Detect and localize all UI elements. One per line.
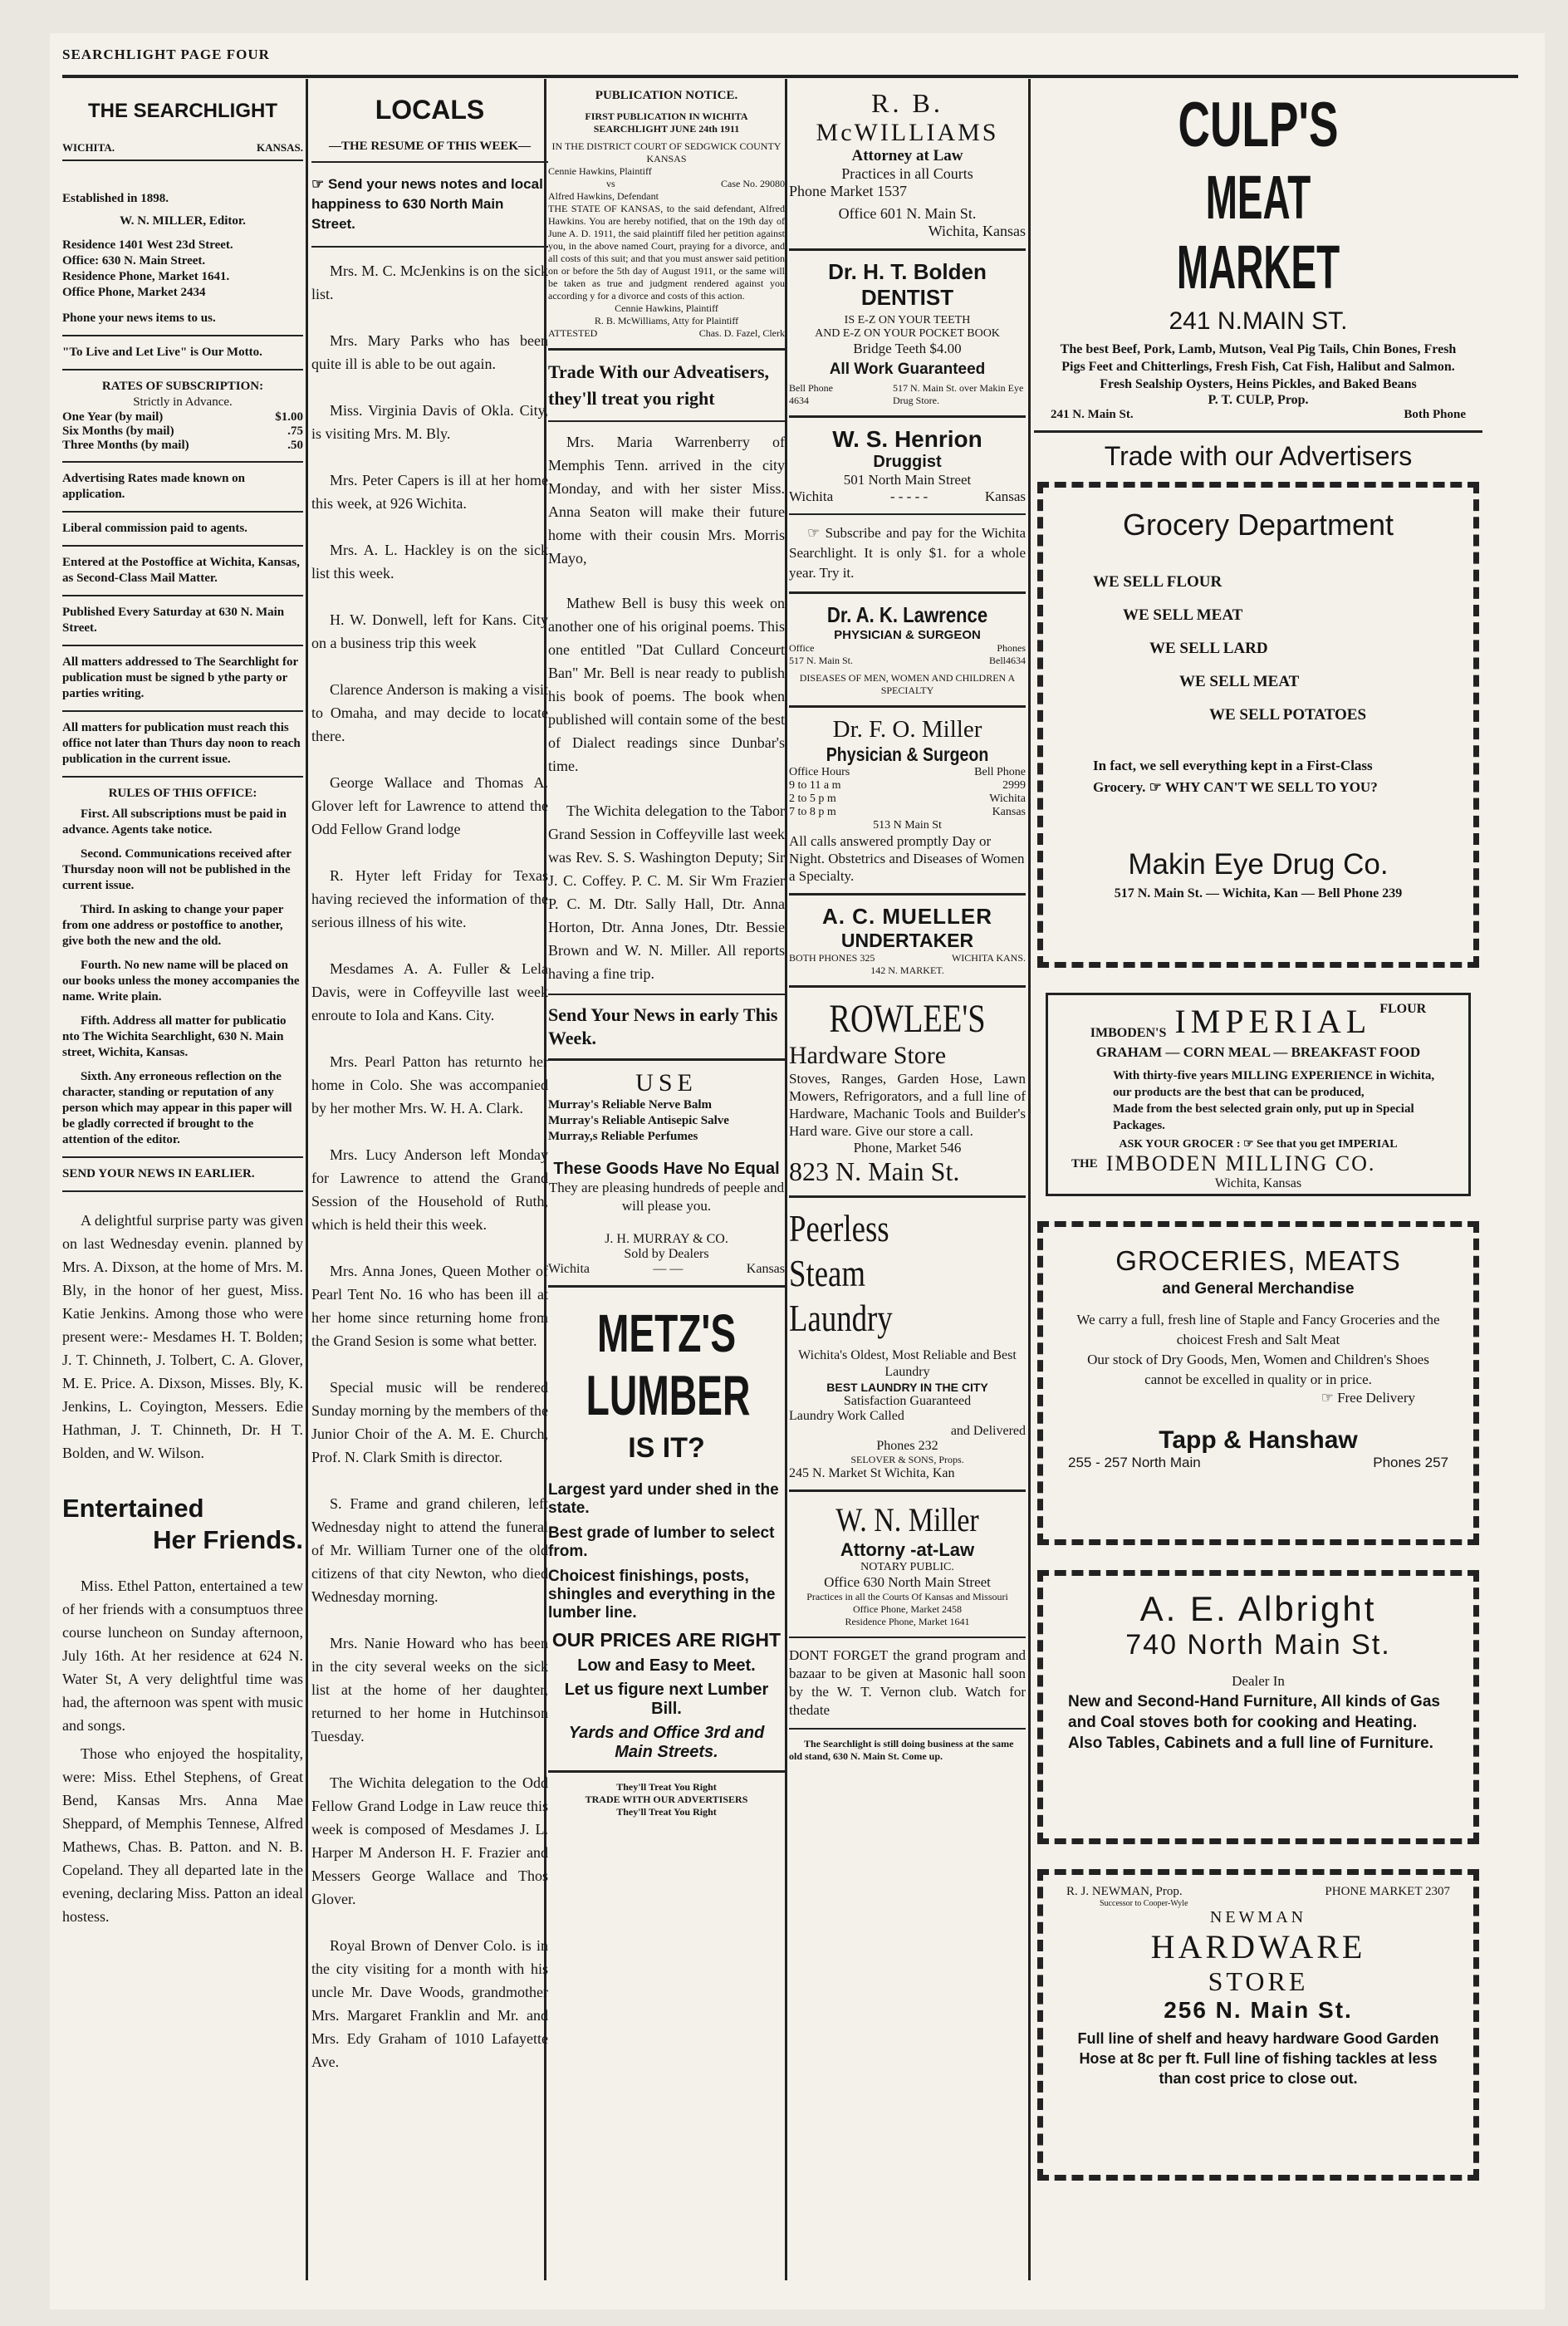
imboden-pre: IMBODEN'S bbox=[1090, 1026, 1167, 1040]
mcwilliams-phone: Phone Market 1537 bbox=[789, 183, 907, 199]
wn-miller-name: W. N. Miller bbox=[835, 1501, 979, 1538]
bolden-address: 517 N. Main St. over Makin Eye Drug Store. bbox=[893, 382, 1024, 406]
fo-miller-number: 2999 bbox=[1002, 779, 1026, 792]
bolden-name: Dr. H. T. Bolden bbox=[828, 259, 987, 284]
murray-city: Wichita bbox=[548, 1262, 590, 1276]
published-notice: Published Every Saturday at 630 N. Main Street. bbox=[62, 606, 285, 635]
peerless-delivered: and Delivered bbox=[950, 1424, 1026, 1438]
matters-notice: All matters addressed to The Searchlight for publication must be signed b ythe party or parties writing. bbox=[62, 655, 298, 700]
entertained-article: Miss. Ethel Patton, entertained a tew of her friends with a consumptuos three course luncheon on Sunday afternoon, July 16th. At her residence at 624 N. Water St, A very delightful time was had, the afternoon was spent with music and songs. bbox=[62, 1578, 303, 1734]
murray-state: Kansas bbox=[746, 1262, 785, 1276]
mcwilliams-name: McWILLIAMS bbox=[816, 119, 999, 146]
editor: W. N. MILLER, Editor. bbox=[120, 214, 246, 228]
local-item: Mrs. Mary Parks who has been quite ill is able to be out again. bbox=[311, 332, 548, 372]
fo-miller-name: Dr. F. O. Miller bbox=[832, 716, 982, 743]
dateline-state: KANSAS. bbox=[257, 141, 303, 154]
locals-subtitle: —THE RESUME OF THIS WEEK— bbox=[311, 139, 548, 163]
column-masthead bbox=[62, 83, 303, 1928]
subscribe-notice: ☞ Subscribe and pay for the Wichita Searchlight. It is only $1. for a whole year. Try it. bbox=[789, 525, 1026, 581]
dateline-city: WICHITA. bbox=[62, 141, 115, 154]
murray-item: Murray's Reliable Antisepic Salve bbox=[548, 1114, 729, 1127]
column-locals bbox=[311, 83, 548, 2073]
culp-body: The best Beef, Pork, Lamb, Mutson, Veal Pig Tails, Chin Bones, Fresh Pigs Feet and Chitterlings, Fresh Fish, Cat Fish, Halibut and Salmon. Fresh Sealship Oysters, Heins Pickles, and Baked Beans bbox=[1060, 342, 1457, 391]
locals-title: LOCALS bbox=[375, 95, 485, 125]
imboden-ad bbox=[1046, 993, 1471, 1196]
metz-low: Low and Easy to Meet. bbox=[577, 1656, 756, 1675]
newman-successor: Successor to Cooper-Wyle bbox=[1100, 1899, 1188, 1908]
fo-miller-calls: All calls answered promptly Day or Night. Obstetrics and Diseases of Women a Specialty. bbox=[789, 833, 1025, 884]
imboden-company: IMBODEN MILLING CO. bbox=[1105, 1151, 1376, 1175]
bolden-ez: IS E-Z ON YOUR TEETH bbox=[844, 314, 971, 326]
tapp-free-delivery: ☞ Free Delivery bbox=[1321, 1390, 1415, 1406]
mcwilliams-title: Attorney at Law bbox=[851, 147, 963, 164]
motto: "To Live and Let Live" is Our Motto. bbox=[62, 346, 262, 359]
metz-yards: Yards and Office 3rd and Main Streets. bbox=[568, 1724, 765, 1761]
metz-line: Choicest finishings, posts, shingles and everything in the lumber line. bbox=[548, 1568, 776, 1622]
henrion-title: Druggist bbox=[873, 453, 942, 471]
murray-item: Murray,s Reliable Perfumes bbox=[548, 1130, 698, 1143]
bolden-bell: Bell Phone bbox=[789, 382, 833, 394]
local-item: Mrs. A. L. Hackley is on the sick list this week. bbox=[311, 542, 548, 582]
culp-address: 241 N.MAIN ST. bbox=[1169, 307, 1348, 335]
publication-body: THE STATE OF KANSAS, to the said defendant, Alfred Hawkins. You are hereby notified, that on the 19th day of June A. D. 1911, the said plaintiff filed her petition against you, in the above named Court, praying for a divorce, and all costs of this suit; and that you must answer said petition on or before the 5th day of August 1911, or the same will be taken as true and judgment rendered against you according y for a divorce and costs of this action. bbox=[548, 203, 785, 302]
trade-headline: Trade With our Adveatisers, they'll treat you right bbox=[548, 361, 770, 409]
bolden-title: DENTIST bbox=[860, 285, 954, 310]
wn-miller-notary: NOTARY PUBLIC. bbox=[860, 1561, 954, 1573]
publication-attorney: R. B. McWilliams, Atty for Plaintiff bbox=[594, 315, 739, 326]
murray-dash: — — bbox=[653, 1262, 684, 1276]
local-item: S. Frame and grand chileren, left Wednesday night to attend the funeral of Mr. William Turner one of the old citizens of that city Newton, who died Wednesday morning. bbox=[311, 1495, 548, 1605]
newman-body: Full line of shelf and heavy hardware Good Garden Hose at 8c per ft. Full line of fishing tackles at less than cost price to close out. bbox=[1077, 2030, 1439, 2087]
publication-clerk: Chas. D. Fazel, Clerk bbox=[698, 327, 785, 339]
residence: Residence 1401 West 23d Street. bbox=[62, 238, 233, 252]
rules-title: RULES OF THIS OFFICE: bbox=[108, 787, 257, 800]
metz-lumber: LUMBER bbox=[586, 1364, 751, 1427]
murray-sold: Sold by Dealers bbox=[624, 1247, 709, 1261]
rule-item: Third. In asking to change your paper from one address or postoffice to another, give both the new and the old. bbox=[62, 903, 284, 948]
publication-signature: Cennie Hawkins, Plaintiff bbox=[615, 302, 718, 314]
fo-miller-bell: Bell Phone bbox=[974, 766, 1026, 778]
rate-label: Three Months (by mail) bbox=[62, 439, 189, 452]
grocery-fact: In fact, we sell everything kept in a First-Class Grocery. ☞ WHY CAN'T WE SELL TO YOU? bbox=[1093, 758, 1378, 795]
phone-news: Phone your news items to us. bbox=[62, 312, 216, 325]
dont-forget: DONT FORGET the grand program and bazaar to be given at Masonic hall soon by the W. T. Vernon club. Watch for thedate bbox=[789, 1647, 1026, 1718]
henrion-state: Kansas bbox=[984, 488, 1026, 504]
local-item: Mrs. Anna Jones, Queen Mother of Pearl Tent No. 16 who has been ill at her home since returning home from the Grand Sesion is some what better. bbox=[311, 1263, 548, 1349]
advertising-rates: Advertising Rates made known on application. bbox=[62, 472, 246, 501]
column-rule bbox=[785, 79, 787, 2280]
imboden-the: THE bbox=[1071, 1156, 1098, 1170]
use-heading: USE bbox=[635, 1069, 698, 1097]
peerless-best: BEST LAUNDRY IN THE CITY bbox=[826, 1381, 988, 1394]
mcwilliams-city: Wichita, Kansas bbox=[928, 223, 1026, 239]
metz-prices: OUR PRICES ARE RIGHT bbox=[551, 1629, 782, 1651]
newman-prop: R. J. NEWMAN, Prop. bbox=[1066, 1885, 1183, 1898]
send-notes: ☞ Send your news notes and local happiness to 630 North Main Street. bbox=[311, 174, 548, 248]
bolden-work: All Work Guaranteed bbox=[829, 361, 986, 378]
local-item: Miss. Virginia Davis of Okla. City, is visiting Mrs. M. Bly. bbox=[311, 402, 548, 442]
bolden-bridge: Bridge Teeth $4.00 bbox=[853, 341, 962, 356]
tapp-hanshaw-ad bbox=[1037, 1221, 1479, 1545]
trade-advertisers: Trade with our Advertisers bbox=[1104, 441, 1413, 471]
local-item: H. W. Donwell, left for Kans. City on a business trip this week bbox=[311, 611, 548, 651]
tapp-body: We carry a full, fresh line of Staple and Fancy Groceries and the choicest Fresh and Salt Meat bbox=[1076, 1312, 1440, 1347]
wn-miller-courts: Practices in all the Courts Of Kansas and Missouri bbox=[806, 1591, 1008, 1602]
bolden-book: AND E-Z ON YOUR POCKET BOOK bbox=[815, 327, 1000, 340]
entered-postoffice: Entered at the Postoffice at Wichita, Kansas, as Second-Class Mail Matter. bbox=[62, 556, 300, 585]
mathew-bell-article: Mathew Bell is busy this week on another one of his original poems. This one entitled "Dat Cullard Conceurt Ban" Mr. Bell is near ready to publish his book of poems. The book when published will contain some of the best of Dialect readings since Dunbar's time. bbox=[548, 595, 785, 774]
tapp-address: 255 - 257 North Main bbox=[1068, 1455, 1201, 1470]
lawrence-name: Dr. A. K. Lawrence bbox=[826, 602, 988, 627]
newman-hardware-ad bbox=[1037, 1869, 1479, 2181]
lawrence-title: PHYSICIAN & SURGEON bbox=[834, 628, 981, 642]
office-address: Office: 630 N. Main Street. bbox=[62, 254, 206, 267]
local-item: Mrs. Peter Capers is ill at her home this week, at 926 Wichita. bbox=[311, 472, 548, 512]
murray-item: Murray's Reliable Nerve Balm bbox=[548, 1098, 713, 1111]
rowlee-phone: Phone, Market 546 bbox=[853, 1140, 962, 1156]
metz-is-it: IS IT? bbox=[628, 1432, 705, 1464]
metz-figure: Let us figure next Lumber Bill. bbox=[564, 1681, 769, 1718]
column-notices bbox=[548, 83, 785, 1818]
rowlee-address: 823 N. Main St. bbox=[789, 1156, 960, 1186]
fo-miller-state: Kansas bbox=[992, 806, 1026, 818]
fo-miller-hours: 7 to 8 p m bbox=[789, 806, 836, 818]
mcwilliams-initials: R. B. bbox=[871, 88, 943, 118]
albright-body: New and Second-Hand Furniture, All kinds of Gas and Coal stoves both for cooking and Heating. Also Tables, Cabinets and a full line of Furniture. bbox=[1068, 1693, 1440, 1752]
local-item: Royal Brown of Denver Colo. is in the city visiting for a month with his uncle Mr. Dave Woods, grandmother Mrs. Margaret Franklin and Mr. and Mrs. Edy Graham of 1010 Lafayette Ave. bbox=[311, 1937, 548, 2070]
fo-miller-city: Wichita bbox=[989, 793, 1026, 805]
fo-miller-hours-label: Office Hours bbox=[789, 766, 850, 778]
metz-line: Best grade of lumber to select from. bbox=[548, 1524, 775, 1560]
albright-address: 740 North Main St. bbox=[1125, 1629, 1391, 1661]
publication-court: IN THE DISTRICT COURT OF SEDGWICK COUNTY KANSAS bbox=[551, 140, 782, 164]
peerless-oldest: Wichita's Oldest, Most Reliable and Best Laundry bbox=[798, 1348, 1017, 1379]
albright-ad bbox=[1037, 1570, 1479, 1844]
column-business-cards bbox=[789, 83, 1026, 1763]
rate-price: .50 bbox=[287, 439, 303, 452]
column-rule bbox=[1028, 79, 1031, 2280]
mueller-address: 142 N. MARKET. bbox=[870, 964, 944, 976]
rule-item: First. All subscriptions must be paid in advance. Agents take notice. bbox=[62, 807, 287, 837]
tabor-article: The Wichita delegation to the Tabor Grand Session in Coffeyville last week was Rev. S. S. Washington Deputy; Sir J. C. Coffey. P. C. M. Sir Wm Frazier P. C. M. Dtr. Sally Hall, Dtr. Anna Horton, Dtr. Anna Jones, Dtr. Bessie Brown and W. N. Miller. All reports having a fine trip. bbox=[548, 802, 785, 982]
publication-first: FIRST PUBLICATION IN WICHITA SEARCHLIGHT JUNE 24th 1911 bbox=[585, 110, 748, 135]
local-item: The Wichita delegation to the Odd Fellow Grand Lodge in Law reuce this week is composed of Mesdames J. L. Harper M Anderson H. F. Frazier and Messers George Wallace and Thos Glover. bbox=[311, 1774, 548, 1907]
peerless-satisfaction: Satisfaction Guaranteed bbox=[843, 1394, 972, 1408]
grocery-item: WE SELL POTATOES bbox=[1209, 706, 1367, 724]
rule-item: Sixth. Any erroneous reflection on the character, standing or reputation of any person which may appear in this paper will be gladly corrected if brought to the attention of the editor. bbox=[62, 1070, 292, 1146]
mcwilliams-courts: Practices in all Courts bbox=[841, 165, 973, 182]
local-item: Mrs. Nanie Howard who has been in the city several weeks on the sick list at the home of her daughter, returned to her home in Hutchinson Tuesday. bbox=[311, 1635, 548, 1744]
tapp-name: Tapp & Hanshaw bbox=[1159, 1426, 1358, 1454]
murray-company: J. H. MURRAY & CO. bbox=[605, 1232, 728, 1246]
culp-meat-market: MEAT MARKET bbox=[1176, 163, 1340, 302]
goods-no-equal: These Goods Have No Equal bbox=[553, 1160, 780, 1178]
top-rule bbox=[62, 75, 1518, 78]
peerless-steam: Steam bbox=[789, 1252, 865, 1294]
rate-price: .75 bbox=[287, 424, 303, 438]
fo-miller-address: 513 N Main St bbox=[873, 819, 942, 832]
tapp-phones: Phones 257 bbox=[1373, 1455, 1448, 1470]
local-item: Mrs. Lucy Anderson left Monday for Lawrence to attend the Grand Session of the Household of Ruth, which is held their this week. bbox=[311, 1146, 548, 1233]
column-advertisements bbox=[1034, 83, 1482, 2181]
local-item: R. Hyter left Friday for Texas having recieved the information of the serious illness of his wite. bbox=[311, 867, 548, 930]
mueller-phones: BOTH PHONES 325 bbox=[789, 952, 875, 964]
still-doing-business: The Searchlight is still doing business at the same old stand, 630 N. Main St. Come up. bbox=[789, 1738, 1014, 1762]
pleasing-text: They are pleasing hundreds of peeple and will please you. bbox=[548, 1180, 785, 1214]
peerless-called: Laundry Work Called bbox=[789, 1409, 904, 1423]
tapp-subtitle: and General Merchandise bbox=[1162, 1280, 1355, 1298]
wn-miller-office-phone: Office Phone, Market 2458 bbox=[852, 1603, 963, 1615]
entertained-heading: Entertained bbox=[62, 1494, 204, 1523]
culp-prop: P. T. CULP, Prop. bbox=[1208, 393, 1309, 407]
henrion-address: 501 North Main Street bbox=[843, 472, 972, 488]
publication-plaintiff: Cennie Hawkins, Plaintiff bbox=[548, 165, 652, 177]
newman-hardware: HARDWARE bbox=[1150, 1928, 1366, 1965]
wn-miller-residence-phone: Residence Phone, Market 1641 bbox=[845, 1616, 970, 1627]
grocery-item: WE SELL MEAT bbox=[1179, 673, 1300, 690]
mueller-title: UNDERTAKER bbox=[840, 930, 974, 951]
fo-miller-hours: 9 to 11 a m bbox=[789, 779, 841, 792]
local-item: Special music will be rendered Sunday morning by the members of the Junior Choir of the A. M. E. Church, Prof. N. Clark Smith is director. bbox=[311, 1379, 548, 1465]
publication-notice-title: PUBLICATION NOTICE. bbox=[595, 89, 738, 102]
masthead: THE SEARCHLIGHT bbox=[88, 100, 277, 122]
mueller-city: WICHITA KANS. bbox=[951, 952, 1026, 964]
henrion-dash: - - - - - bbox=[889, 488, 929, 504]
lawrence-address: 517 N. Main St. bbox=[789, 655, 854, 666]
surprise-party-article: A delightful surprise party was given on last Wednesday evenin. planned by Mrs. A. Dixson, at the home of Mrs. M. Bly, in the honor of her guest, Miss. Katie Jenkins. Among those who were present were:- Mesdames H. T. Bolden; J. T. Chinneth, J. Tolbert, C. A. Glover, M. E. Price. A. Dixson, Misses. Bly, K. Jenkins, L. Coyington, Messers. Edie Hathman, J. T. Chinneth, Dr. H T. Bolden, and W. Wilson. bbox=[62, 1212, 303, 1461]
newman-name: NEWMAN bbox=[1209, 1908, 1307, 1926]
newman-store: STORE bbox=[1208, 1966, 1309, 1996]
office-phone: Office Phone, Market 2434 bbox=[62, 286, 206, 299]
imboden-products: GRAHAM — CORN MEAL — BREAKFAST FOOD bbox=[1095, 1044, 1421, 1060]
trade-advertisers: TRADE WITH OUR ADVERTISERS bbox=[585, 1794, 748, 1805]
publication-vs: vs bbox=[606, 178, 615, 189]
newman-phone: PHONE MARKET 2307 bbox=[1325, 1885, 1450, 1898]
fo-miller-hours: 2 to 5 p m bbox=[789, 793, 836, 805]
tapp-title: GROCERIES, MEATS bbox=[1115, 1245, 1401, 1276]
peerless-phones: Phones 232 bbox=[876, 1439, 938, 1453]
imboden-ask: ASK YOUR GROCER : ☞ See that you get IMPERIAL bbox=[1119, 1138, 1398, 1151]
rule-item: Fifth. Address all matter for publicatio nto The Wichita Searchlight, 630 N. Main street, Wichita, Kansas. bbox=[62, 1014, 287, 1059]
grocery-department-ad bbox=[1037, 482, 1479, 968]
lawrence-specialty: DISEASES OF MEN, WOMEN AND CHILDREN A SPECIALTY bbox=[799, 672, 1016, 696]
culp-title: CULP'S bbox=[1178, 90, 1339, 160]
local-item: Mrs. M. C. McJenkins is on the sick list. bbox=[311, 263, 548, 302]
imboden-body: With thirty-five years MILLING EXPERIENCE in Wichita, our products are the best that can be produced, bbox=[1113, 1069, 1435, 1099]
rate-price: $1.00 bbox=[275, 410, 303, 424]
entertained-guests: Those who enjoyed the hospitality, were: Miss. Ethel Stephens, of Great Bend, Kansas Mrs. Anna Mae Sheppard, of Memphis Tennese, Alfred Mathews, Chas. B. Patton. and N. B. Copeland. They all departed late in the evening, declaring Miss. Patton an ideal hostess. bbox=[62, 1745, 303, 1925]
rule-item: Second. Communications received after Thursday noon will not be published in the current issue. bbox=[62, 847, 292, 892]
dateline bbox=[62, 141, 303, 161]
fo-miller-title: Physician & Surgeon bbox=[826, 743, 989, 765]
culp-phone: Both Phone bbox=[1404, 408, 1466, 421]
peerless-laundry: Laundry bbox=[789, 1297, 893, 1339]
rates-sub: Strictly in Advance. bbox=[133, 395, 233, 409]
grocery-item: WE SELL MEAT bbox=[1123, 606, 1243, 624]
peerless-title: Peerless bbox=[789, 1207, 889, 1249]
residence-phone: Residence Phone, Market 1641. bbox=[62, 270, 230, 283]
metz-title: METZ'S bbox=[596, 1303, 737, 1363]
local-item: Mrs. Pearl Patton has returnto her home in Colo. She was accompanied by her mother Mrs. W. H. A. Clark. bbox=[311, 1053, 548, 1116]
treat-right-2: They'll Treat You Right bbox=[616, 1806, 717, 1818]
rowlee-title: Hardware Store bbox=[789, 1042, 947, 1069]
matters-deadline: All matters for publication must reach this office not later than Thurs day noon to reach publication in the current issue. bbox=[62, 721, 301, 766]
page-header: SEARCHLIGHT PAGE FOUR bbox=[62, 47, 270, 62]
send-news-earlier: SEND YOUR NEWS IN EARLIER. bbox=[62, 1167, 255, 1180]
publication-defendant: Alfred Hawkins, Defendant bbox=[548, 190, 659, 202]
albright-dealer: Dealer In bbox=[1232, 1673, 1285, 1689]
albright-name: A. E. Albright bbox=[1139, 1589, 1377, 1628]
treat-right: They'll Treat You Right bbox=[616, 1781, 717, 1793]
tapp-body-2: Our stock of Dry Goods, Men, Women and Children's Shoes cannot be excelled in quality or in price. bbox=[1087, 1352, 1429, 1387]
local-item: George Wallace and Thomas A. Glover left for Lawrence to attend the Odd Fellow Grand lodge bbox=[311, 774, 548, 837]
rule-item: Fourth. No new name will be placed on our books unless the money accompanies the name. Write plain. bbox=[62, 959, 300, 1004]
imboden-flour: FLOUR bbox=[1379, 1002, 1427, 1016]
imboden-body-2: Made from the best selected grain only, put up in Special Packages. bbox=[1113, 1102, 1414, 1132]
send-news-early: Send Your News in early This Week. bbox=[548, 1004, 778, 1048]
imboden-imperial: IMPERIAL bbox=[1174, 1003, 1372, 1040]
column-rule bbox=[306, 79, 308, 2280]
grocery-item: WE SELL LARD bbox=[1149, 640, 1268, 657]
established: Established in 1898. bbox=[62, 192, 169, 205]
rowlee-body: Stoves, Ranges, Garden Hose, Lawn Mowers, Refrigorators, and a full line of Hardware, Machanic Tools and Builder's Hard ware. Give our store a call. bbox=[789, 1071, 1026, 1139]
newman-address: 256 N. Main St. bbox=[1164, 1997, 1353, 2023]
commission: Liberal commission paid to agents. bbox=[62, 522, 247, 535]
rate-label: One Year (by mail) bbox=[62, 410, 164, 424]
warrenberry-article: Mrs. Maria Warrenberry of Memphis Tenn. arrived in the city Monday, and with her sister Miss. Anna Seaton will make their future home with their cousin Mrs. Morris Mayo, bbox=[548, 434, 785, 567]
rowlee-name: ROWLEE'S bbox=[829, 997, 986, 1041]
mueller-name: A. C. MUELLER bbox=[821, 904, 993, 929]
culp-address-2: 241 N. Main St. bbox=[1051, 408, 1134, 421]
grocery-title: Grocery Department bbox=[1122, 508, 1394, 542]
peerless-props: SELOVER & SONS, Props. bbox=[850, 1454, 964, 1465]
henrion-name: W. S. Henrion bbox=[832, 426, 982, 452]
bolden-bell-number: 4634 bbox=[789, 395, 809, 406]
mcwilliams-office: Office 601 N. Main St. bbox=[838, 205, 977, 222]
metz-line: Largest yard under shed in the state. bbox=[548, 1481, 779, 1517]
publication-attested: ATTESTED bbox=[548, 327, 598, 339]
henrion-city: Wichita bbox=[789, 488, 834, 504]
lawrence-bell: Bell4634 bbox=[989, 655, 1026, 666]
lawrence-phones: Phones bbox=[997, 642, 1026, 654]
grocery-item: WE SELL FLOUR bbox=[1093, 573, 1223, 591]
rates-title: RATES OF SUBSCRIPTION: bbox=[101, 380, 264, 393]
lawrence-office: Office bbox=[789, 642, 815, 654]
wn-miller-title: Attorny -at-Law bbox=[840, 1539, 975, 1560]
wn-miller-office: Office 630 North Main Street bbox=[824, 1574, 991, 1590]
makin-name: Makin Eye Drug Co. bbox=[1128, 848, 1389, 881]
rate-label: Six Months (by mail) bbox=[62, 424, 174, 438]
local-item: Mesdames A. A. Fuller & Lela Davis, were in Coffeyville last week enroute to Iola and Kans. City. bbox=[311, 960, 548, 1023]
local-item: Clarence Anderson is making a visit to Omaha, and may decide to locate there. bbox=[311, 681, 548, 744]
makin-address: 517 N. Main St. — Wichita, Kan — Bell Phone 239 bbox=[1114, 886, 1403, 900]
entertained-heading-2: Her Friends. bbox=[153, 1525, 303, 1554]
imboden-city: Wichita, Kansas bbox=[1214, 1176, 1302, 1190]
peerless-address: 245 N. Market St Wichita, Kan bbox=[789, 1466, 955, 1480]
publication-case: Case No. 29080 bbox=[721, 178, 785, 189]
